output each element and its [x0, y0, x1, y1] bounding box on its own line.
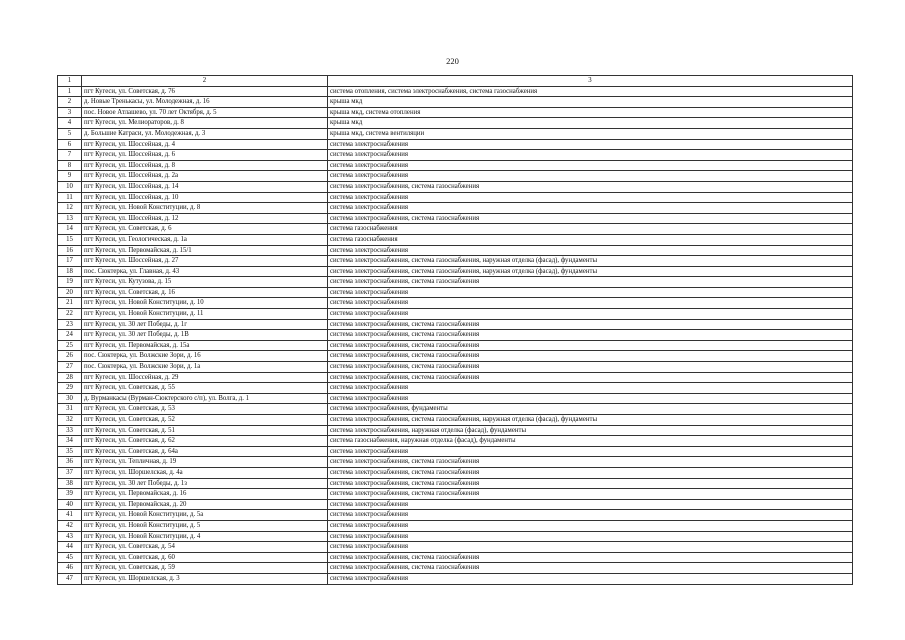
table-row: [58, 319, 853, 330]
row-number-cell: 33: [58, 425, 82, 436]
works-cell: система электроснабжения, система газоснабжения, наружная отделка (фасад), фундаменты: [328, 256, 853, 267]
address-cell: пгт Кугеси, ул. Советская, д. 53: [82, 404, 328, 415]
table-row: [58, 415, 853, 426]
address-cell: пгт Кугеси, ул. Советская, д. 76: [82, 86, 328, 97]
table-row: [58, 436, 853, 447]
row-number-cell: 14: [58, 224, 82, 235]
address-cell: пгт Кугеси, ул. Советская, д. 51: [82, 425, 328, 436]
table-row: [58, 86, 853, 97]
address-cell: пос. Новое Атлашево, ул. 70 лет Октября, д. 5: [82, 107, 328, 118]
address-cell: пос. Сюктерка, ул. Волжские Зори, д. 16: [82, 351, 328, 362]
works-cell: система электроснабжения: [328, 287, 853, 298]
row-number-cell: 15: [58, 234, 82, 245]
address-cell: пгт Кугеси, ул. Шоссейная, д. 27: [82, 256, 328, 267]
works-cell: система электроснабжения, система газоснабжения: [328, 552, 853, 563]
address-cell: пгт Кугеси, ул. Советская, д. 59: [82, 563, 328, 574]
works-cell: система газоснабжения, наружная отделка (фасад), фундаменты: [328, 436, 853, 447]
row-number-cell: 2: [58, 97, 82, 108]
table-row: [58, 467, 853, 478]
row-number-cell: 22: [58, 309, 82, 320]
address-cell: д. Вурманкасы (Вурман-Сюктерского с/п), ул. Волга, д. 1: [82, 393, 328, 404]
address-cell: пгт Кугеси, ул. 30 лет Победы, д. 1г: [82, 319, 328, 330]
address-cell: пгт Кугеси, ул. Первомайская, д. 15/1: [82, 245, 328, 256]
row-number-cell: 10: [58, 181, 82, 192]
page-number: 220: [446, 56, 459, 66]
table-row: [58, 150, 853, 161]
row-number-cell: 25: [58, 340, 82, 351]
table-row: [58, 573, 853, 584]
works-cell: система газоснабжения: [328, 234, 853, 245]
works-cell: система электроснабжения: [328, 150, 853, 161]
table-row: [58, 118, 853, 129]
address-cell: д. Новые Тренькасы, ул. Молодежная, д. 16: [82, 97, 328, 108]
works-cell: система электроснабжения, система газоснабжения: [328, 330, 853, 341]
address-cell: пгт Кугеси, ул. 30 лет Победы, д. 1В: [82, 330, 328, 341]
table-row: [58, 139, 853, 150]
row-number-cell: 26: [58, 351, 82, 362]
address-cell: пгт Кугеси, ул. Советская, д. 6: [82, 224, 328, 235]
row-number-cell: 12: [58, 203, 82, 214]
works-cell: система электроснабжения, система газоснабжения: [328, 181, 853, 192]
table-row: [58, 383, 853, 394]
table-row: [58, 499, 853, 510]
address-cell: пгт Кугеси, ул. Новой Конституции, д. 4: [82, 531, 328, 542]
table-row: [58, 298, 853, 309]
table-row: [58, 542, 853, 553]
works-cell: система электроснабжения: [328, 160, 853, 171]
row-number-cell: 32: [58, 415, 82, 426]
table-row: [58, 457, 853, 468]
works-cell: система электроснабжения, система газоснабжения, наружная отделка (фасад), фундаменты: [328, 266, 853, 277]
address-cell: пгт Кугеси, ул. Советская, д. 55: [82, 383, 328, 394]
table-row: [58, 213, 853, 224]
works-cell: система электроснабжения, фундаменты: [328, 404, 853, 415]
row-number-cell: 42: [58, 520, 82, 531]
works-cell: система электроснабжения: [328, 171, 853, 182]
row-number-cell: 6: [58, 139, 82, 150]
address-cell: пос. Сюктерка, ул. Главная, д. 43: [82, 266, 328, 277]
table-row: [58, 552, 853, 563]
row-number-cell: 37: [58, 467, 82, 478]
address-cell: пгт Кугеси, ул. Шоссейная, д. 10: [82, 192, 328, 203]
table-row: [58, 489, 853, 500]
works-cell: крыша мкд: [328, 97, 853, 108]
row-number-cell: 24: [58, 330, 82, 341]
table-row: [58, 266, 853, 277]
row-number-cell: 8: [58, 160, 82, 171]
table-row: [58, 128, 853, 139]
row-number-cell: 1: [58, 86, 82, 97]
works-cell: система электроснабжения, система газоснабжения: [328, 213, 853, 224]
works-cell: крыша мкд, система отопления: [328, 107, 853, 118]
works-cell: система электроснабжения: [328, 446, 853, 457]
table-row: [58, 203, 853, 214]
works-cell: система электроснабжения: [328, 245, 853, 256]
row-number-cell: 40: [58, 499, 82, 510]
row-number-cell: 9: [58, 171, 82, 182]
row-number-cell: 47: [58, 573, 82, 584]
address-cell: пгт Кугеси, ул. Новой Конституции, д. 10: [82, 298, 328, 309]
table-row: [58, 277, 853, 288]
table-row: [58, 160, 853, 171]
address-cell: пгт Кугеси, ул. Советская, д. 60: [82, 552, 328, 563]
row-number-cell: 27: [58, 362, 82, 373]
address-cell: пгт Кугеси, ул. Кутузова, д. 15: [82, 277, 328, 288]
row-number-cell: 7: [58, 150, 82, 161]
table-row: [58, 181, 853, 192]
works-cell: система электроснабжения: [328, 573, 853, 584]
row-number-cell: 11: [58, 192, 82, 203]
table-row: [58, 340, 853, 351]
address-cell: пгт Кугеси, ул. Тепличная, д. 19: [82, 457, 328, 468]
table-row: [58, 404, 853, 415]
table-row: [58, 309, 853, 320]
address-cell: д. Большие Катраси, ул. Молодежная, д. 3: [82, 128, 328, 139]
works-cell: система электроснабжения, система газоснабжения: [328, 340, 853, 351]
row-number-cell: 46: [58, 563, 82, 574]
row-number-cell: 19: [58, 277, 82, 288]
row-number-cell: 34: [58, 436, 82, 447]
address-cell: пгт Кугеси, ул. Новой Конституции, д. 11: [82, 309, 328, 320]
works-cell: система электроснабжения: [328, 542, 853, 553]
works-cell: крыша мкд: [328, 118, 853, 129]
works-cell: система электроснабжения: [328, 203, 853, 214]
row-number-cell: 4: [58, 118, 82, 129]
row-number-cell: 28: [58, 372, 82, 383]
table-row: [58, 97, 853, 108]
header-cell-address: 2: [82, 76, 328, 87]
table-row: [58, 531, 853, 542]
table-row: [58, 351, 853, 362]
table-row: [58, 425, 853, 436]
address-cell: пгт Кугеси, ул. Советская, д. 16: [82, 287, 328, 298]
row-number-cell: 36: [58, 457, 82, 468]
address-cell: пгт Кугеси, ул. Первомайская, д. 20: [82, 499, 328, 510]
table-row: [58, 446, 853, 457]
row-number-cell: 17: [58, 256, 82, 267]
works-cell: система электроснабжения, система газоснабжения: [328, 467, 853, 478]
address-cell: пгт Кугеси, ул. Шоршелская, д. 4а: [82, 467, 328, 478]
table-row: [58, 510, 853, 521]
address-cell: пгт Кугеси, ул. Советская, д. 52: [82, 415, 328, 426]
address-cell: пгт Кугеси, ул. Первомайская, д. 15а: [82, 340, 328, 351]
header-cell-number: 1: [58, 76, 82, 87]
works-cell: система электроснабжения, система газоснабжения: [328, 372, 853, 383]
row-number-cell: 3: [58, 107, 82, 118]
works-cell: система электроснабжения: [328, 531, 853, 542]
address-cell: пгт Кугеси, ул. Шоссейная, д. 29: [82, 372, 328, 383]
works-cell: система отопления, система электроснабжения, система газоснабжения: [328, 86, 853, 97]
header-cell-works: 3: [328, 76, 853, 87]
address-cell: пгт Кугеси, ул. Советская, д. 64а: [82, 446, 328, 457]
table-header-row: [58, 76, 853, 87]
works-cell: система электроснабжения: [328, 139, 853, 150]
row-number-cell: 35: [58, 446, 82, 457]
works-cell: система электроснабжения, система газоснабжения: [328, 319, 853, 330]
address-cell: пгт Кугеси, ул. Геологическая, д. 1а: [82, 234, 328, 245]
works-cell: система электроснабжения: [328, 309, 853, 320]
table-row: [58, 330, 853, 341]
table-row: [58, 224, 853, 235]
table-row: [58, 520, 853, 531]
works-cell: система электроснабжения: [328, 192, 853, 203]
works-cell: система электроснабжения, система газоснабжения: [328, 362, 853, 373]
row-number-cell: 23: [58, 319, 82, 330]
row-number-cell: 20: [58, 287, 82, 298]
works-cell: система электроснабжения, система газоснабжения: [328, 351, 853, 362]
row-number-cell: 29: [58, 383, 82, 394]
works-cell: система электроснабжения: [328, 393, 853, 404]
table-row: [58, 256, 853, 267]
address-cell: пгт Кугеси, ул. Новой Конституции, д. 8: [82, 203, 328, 214]
address-cell: пгт Кугеси, ул. Шоссейная, д. 14: [82, 181, 328, 192]
table-row: [58, 563, 853, 574]
row-number-cell: 16: [58, 245, 82, 256]
works-cell: система электроснабжения, система газоснабжения: [328, 457, 853, 468]
address-cell: пгт Кугеси, ул. Шоссейная, д. 12: [82, 213, 328, 224]
address-cell: пгт Кугеси, ул. Шоршелская, д. 3: [82, 573, 328, 584]
row-number-cell: 38: [58, 478, 82, 489]
address-cell: пгт Кугеси, ул. Новой Конституции, д. 5а: [82, 510, 328, 521]
table-row: [58, 372, 853, 383]
row-number-cell: 21: [58, 298, 82, 309]
table-row: [58, 393, 853, 404]
table-row: [58, 245, 853, 256]
works-cell: система электроснабжения, наружная отделка (фасад), фундаменты: [328, 425, 853, 436]
row-number-cell: 44: [58, 542, 82, 553]
row-number-cell: 45: [58, 552, 82, 563]
row-number-cell: 41: [58, 510, 82, 521]
works-cell: система электроснабжения, система газоснабжения: [328, 478, 853, 489]
row-number-cell: 39: [58, 489, 82, 500]
table-row: [58, 287, 853, 298]
address-cell: пгт Кугеси, ул. Шоссейная, д. 4: [82, 139, 328, 150]
table-row: [58, 107, 853, 118]
table-row: [58, 478, 853, 489]
row-number-cell: 43: [58, 531, 82, 542]
table-row: [58, 171, 853, 182]
works-cell: система электроснабжения, система газоснабжения: [328, 277, 853, 288]
works-cell: система электроснабжения, система газоснабжения, наружная отделка (фасад), фундаменты: [328, 415, 853, 426]
works-cell: система газоснабжения: [328, 224, 853, 235]
address-cell: пгт Кугеси, ул. Новой Конституции, д. 5: [82, 520, 328, 531]
address-cell: пгт Кугеси, ул. Шоссейная, д. 2а: [82, 171, 328, 182]
works-cell: система электроснабжения: [328, 499, 853, 510]
row-number-cell: 31: [58, 404, 82, 415]
works-table: [57, 75, 853, 585]
address-cell: пгт Кугеси, ул. Первомайская, д. 16: [82, 489, 328, 500]
table-row: [58, 234, 853, 245]
works-cell: система электроснабжения, система газоснабжения: [328, 489, 853, 500]
address-cell: пгт Кугеси, ул. Мелиораторов, д. 8: [82, 118, 328, 129]
address-cell: пгт Кугеси, ул. Советская, д. 62: [82, 436, 328, 447]
address-cell: пос. Сюктерка, ул. Волжские Зори, д. 1а: [82, 362, 328, 373]
address-cell: пгт Кугеси, ул. Шоссейная, д. 6: [82, 150, 328, 161]
address-cell: пгт Кугеси, ул. Шоссейная, д. 8: [82, 160, 328, 171]
works-cell: система электроснабжения: [328, 520, 853, 531]
row-number-cell: 5: [58, 128, 82, 139]
works-cell: крыша мкд, система вентиляции: [328, 128, 853, 139]
address-cell: пгт Кугеси, ул. 30 лет Победы, д. 1з: [82, 478, 328, 489]
address-cell: пгт Кугеси, ул. Советская, д. 54: [82, 542, 328, 553]
row-number-cell: 13: [58, 213, 82, 224]
row-number-cell: 30: [58, 393, 82, 404]
works-cell: система электроснабжения: [328, 383, 853, 394]
row-number-cell: 18: [58, 266, 82, 277]
table-row: [58, 192, 853, 203]
works-cell: система электроснабжения, система газоснабжения: [328, 563, 853, 574]
works-cell: система электроснабжения: [328, 510, 853, 521]
works-cell: система электроснабжения: [328, 298, 853, 309]
table-row: [58, 362, 853, 373]
